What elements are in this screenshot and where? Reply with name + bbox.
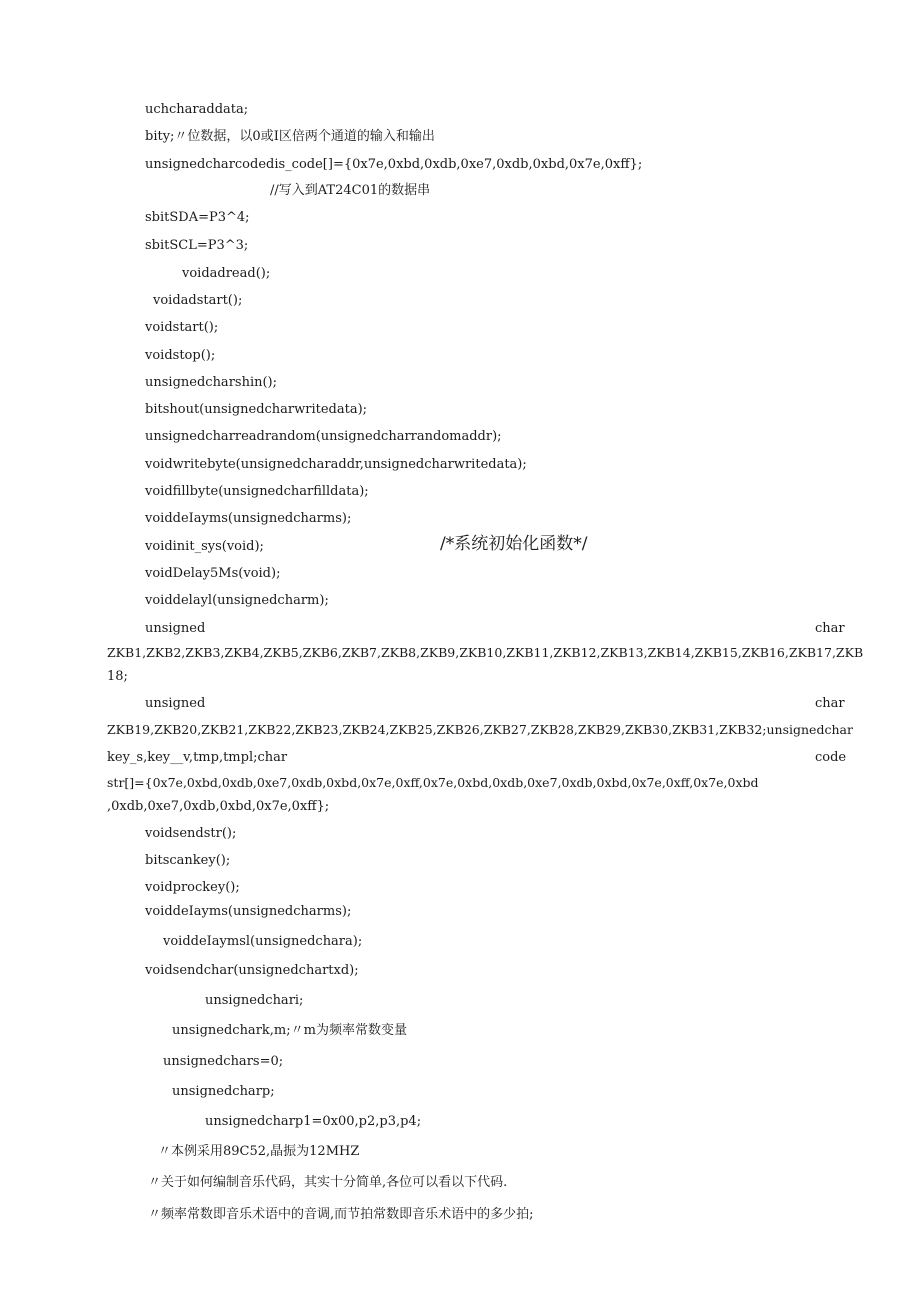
- code-line: unsignedcharshin();: [145, 375, 277, 390]
- code-line: voidadstart();: [153, 293, 243, 308]
- code-comment: 〃频率常数即音乐术语中的音调,而节拍常数即音乐术语中的多少拍;: [148, 1207, 534, 1222]
- code-line: char: [815, 621, 845, 636]
- code-line: ZKB19,ZKB20,ZKB21,ZKB22,ZKB23,ZKB24,ZKB25,ZKB26,ZKB27,ZKB28,ZKB29,ZKB30,ZKB31,ZKB32;unsignedchar: [107, 722, 853, 737]
- code-line: voidstop();: [145, 348, 216, 363]
- code-line: unsignedcharreadrandom(unsignedcharrandomaddr);: [145, 429, 502, 444]
- code-comment: /*系统初始化函数*/: [440, 534, 588, 554]
- code-line: voidinit_sys(void);: [145, 539, 264, 554]
- code-line: code: [815, 750, 847, 765]
- code-line: voidadread();: [182, 266, 271, 281]
- code-line: 18;: [107, 669, 128, 684]
- code-line: ZKB1,ZKB2,ZKB3,ZKB4,ZKB5,ZKB6,ZKB7,ZKB8,ZKB9,ZKB10,ZKB11,ZKB12,ZKB13,ZKB14,ZKB15,ZKB16,ZKB17,ZKB: [107, 645, 864, 660]
- code-line: voidfillbyte(unsignedcharfilldata);: [145, 484, 369, 499]
- code-line: voidsendstr();: [145, 826, 237, 841]
- code-line: unsignedcharp1=0x00,p2,p3,p4;: [205, 1114, 422, 1129]
- code-line: voiddeIaymsl(unsignedchara);: [163, 934, 363, 949]
- code-line: unsignedcharcodedis_code[]={0x7e,0xbd,0xdb,0xe7,0xdb,0xbd,0x7e,0xff};: [145, 157, 643, 172]
- code-line: voidDelay5Ms(void);: [145, 566, 281, 581]
- code-line: voiddeIayms(unsignedcharms);: [145, 511, 352, 526]
- code-line: voidsendchar(unsignedchartxd);: [145, 963, 359, 978]
- code-line: unsigned: [145, 696, 206, 711]
- code-line: bitshout(unsignedcharwritedata);: [145, 402, 368, 417]
- code-line: unsignedchark,m;〃m为频率常数变量: [172, 1023, 407, 1038]
- code-line: bity;〃位数据，以0或I区倍两个通道的输入和输出: [145, 129, 435, 144]
- code-line: sbitSDA=P3^4;: [145, 210, 250, 225]
- code-line: unsignedcharp;: [172, 1084, 275, 1099]
- code-line: voiddelayl(unsignedcharm);: [145, 593, 329, 608]
- code-line: voidwritebyte(unsignedcharaddr,unsignedcharwritedata);: [145, 457, 527, 472]
- code-line: char: [815, 696, 845, 711]
- code-line: voidstart();: [145, 320, 219, 335]
- code-line: voidprockey();: [145, 880, 240, 895]
- code-comment: //写入到AT24C01的数据串: [270, 183, 431, 198]
- code-comment: 〃本例采用89C52,晶振为12MHZ: [158, 1144, 360, 1159]
- code-line: sbitSCL=P3^3;: [145, 238, 249, 253]
- code-line: voiddeIayms(unsignedcharms);: [145, 904, 352, 919]
- code-line: ,0xdb,0xe7,0xdb,0xbd,0x7e,0xff};: [107, 799, 330, 814]
- code-line: str[]={0x7e,0xbd,0xdb,0xe7,0xdb,0xbd,0x7e,0xff,0x7e,0xbd,0xdb,0xe7,0xdb,0xbd,0x7e,0xff,0x7e,0xbd: [107, 775, 759, 790]
- code-line: unsigned: [145, 621, 206, 636]
- code-line: uchcharaddata;: [145, 102, 249, 117]
- code-line: key_s,key__v,tmp,tmpl;char: [107, 750, 288, 765]
- code-line: unsignedchari;: [205, 993, 304, 1008]
- code-comment: 〃关于如何编制音乐代码，其实十分简单,各位可以看以下代码.: [148, 1175, 508, 1190]
- code-line: unsignedchars=0;: [163, 1054, 284, 1069]
- code-line: bitscankey();: [145, 853, 231, 868]
